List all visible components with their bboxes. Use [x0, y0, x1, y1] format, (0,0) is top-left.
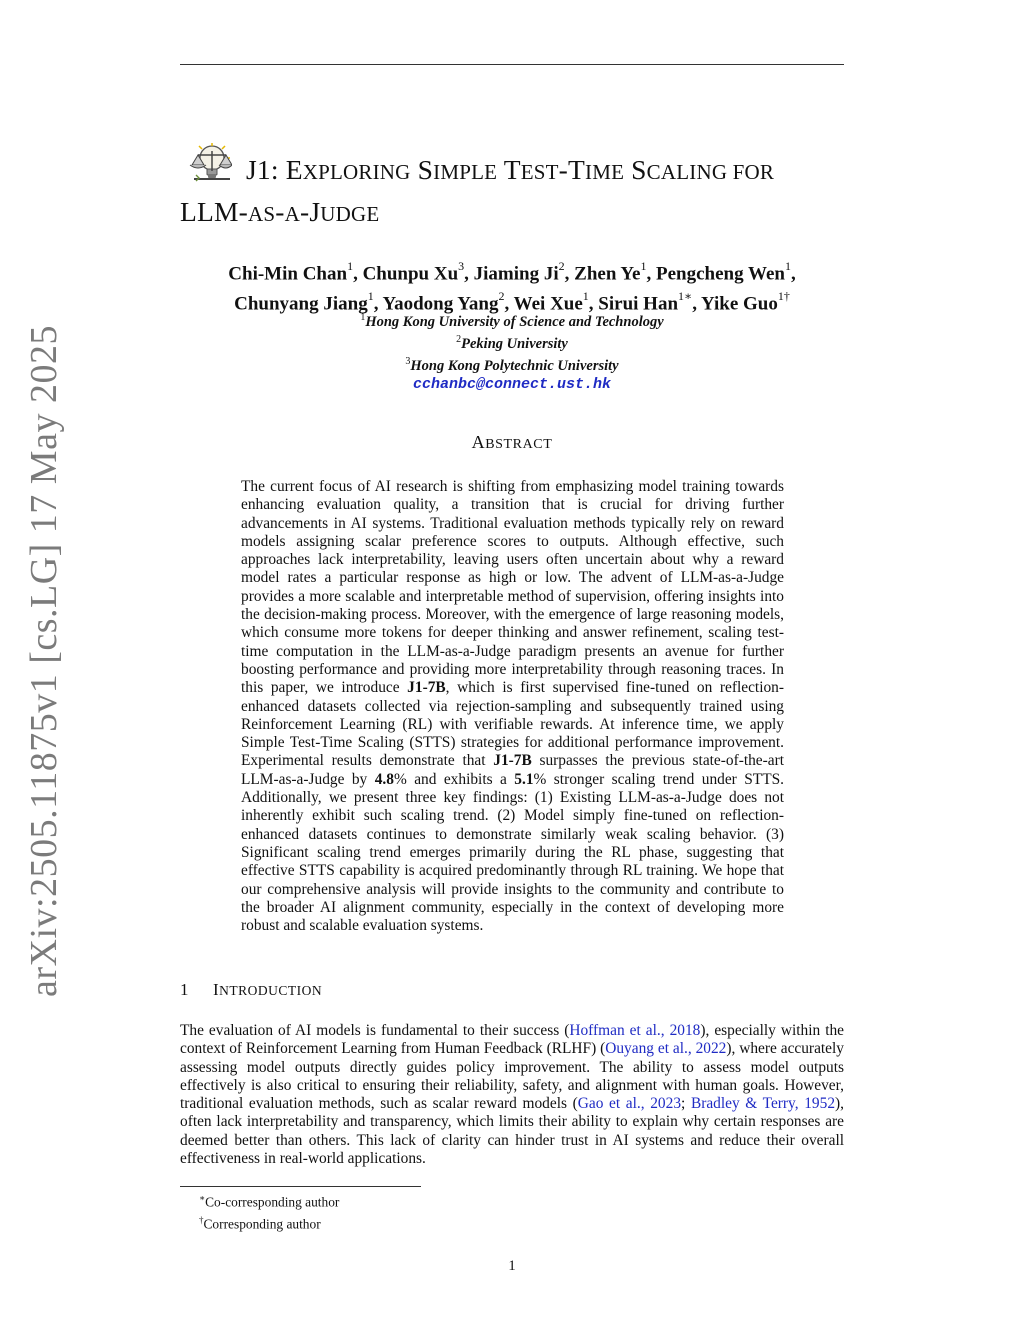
title-segment: CALING — [646, 160, 728, 184]
section-heading-introduction — [180, 980, 322, 1000]
title-segment: S — [410, 154, 434, 185]
contact-email-link[interactable]: cchanbc@connect.ust.hk — [412, 376, 612, 394]
affiliation-name: Hong Kong University of Science and Technology — [365, 313, 664, 330]
abstract-heading — [180, 432, 844, 453]
title-segment: EST — [520, 160, 559, 184]
author-name: Zhen Ye — [574, 263, 641, 285]
bold-text: J1-7B — [407, 679, 446, 697]
author-name: Pengcheng Wen — [655, 263, 785, 285]
title-segment: IME — [585, 160, 625, 184]
affiliation-line — [180, 353, 844, 375]
affiliation-mark: 2 — [456, 333, 462, 345]
author-affiliation-mark: 1 — [367, 289, 374, 304]
text-run: ; — [681, 1095, 691, 1113]
author-affiliation-mark: 2 — [558, 259, 565, 273]
author-name: Yaodong Yang — [382, 293, 499, 315]
author-line-2: Chunyang Jiang$^1$, Yaodong Yang$^2$, Wei Xue$^1$, Sirui Han$^{1∗}$, Yike Guo$^{1\dagger}$ — [234, 289, 790, 315]
footnote — [199, 1211, 339, 1233]
affiliation-list — [180, 309, 844, 393]
title-segment: AS — [248, 202, 276, 226]
title-segment: XPLORING — [302, 160, 411, 184]
paper-title — [180, 150, 860, 234]
title-segment: -T — [558, 154, 585, 185]
footnotes — [199, 1189, 339, 1234]
title-segment: S — [624, 154, 647, 185]
author-affiliation-mark: 1 — [582, 289, 589, 304]
text-run: ), often lack interpretability and transparency, which limits their ability to explain why certain responses are deemed better than others. This lack of clarity can hinder trust in AI systems and reduce their overall effectiveness in real-world applications. — [180, 1095, 844, 1168]
title-segment: FOR — [727, 160, 775, 184]
author-name: Chunyang Jiang — [234, 293, 368, 315]
citation-link[interactable]: Bradley & Terry, 1952 — [690, 1095, 836, 1113]
introduction-paragraph — [180, 1022, 844, 1168]
author-name: Yike Guo — [700, 293, 778, 315]
author-line-1: Chi-Min Chan$^1$, Chunpu Xu$^3$, Jiaming Ji$^2$, Zhen Ye$^1$, Pengcheng Wen$^1$, — [228, 259, 796, 285]
abstract-body — [241, 478, 784, 935]
author-name: Jiaming Ji — [473, 263, 559, 285]
title-segment: -J — [300, 196, 321, 227]
author-affiliation-mark: 1† — [777, 289, 790, 304]
arxiv-identifier[interactable]: arXiv:2505.11875v1 [cs.LG] 17 May 2025 — [23, 325, 65, 997]
title-line-1 — [180, 150, 860, 192]
footnote-mark: † — [199, 1215, 204, 1226]
author-affiliation-mark: 1 — [640, 259, 647, 273]
email-line — [180, 376, 844, 393]
footnote-mark: ∗ — [199, 1193, 206, 1203]
citation-link[interactable]: Hoffman et al., 2018 — [569, 1022, 701, 1039]
section-heading-initial: I — [213, 980, 220, 999]
title-segment: UDGE — [320, 202, 380, 226]
text-run: , which is first supervised fine-tuned on reflection-enhanced datasets collected via rejection-sampling and subsequently trained using Reinforcement Learning (RL) with verifiable rewards. At inference time, we apply Simple Test-Time Scaling (STTS) strategies for additional performance improvement. Experimental results demonstrate that — [241, 679, 785, 770]
footnote-rule — [180, 1186, 421, 1187]
citation-link[interactable]: Gao et al., 2023 — [577, 1095, 682, 1113]
affiliation-mark: 3 — [405, 355, 411, 367]
author-affiliation-mark: 3 — [458, 259, 465, 273]
footnote — [199, 1189, 339, 1211]
affiliation-line — [180, 331, 844, 353]
text-run: ), especially within the context of Reinforcement Learning from Human Feedback (RLHF) ( — [180, 1022, 845, 1058]
title-segment: T — [497, 154, 521, 185]
header-rule — [180, 64, 844, 65]
footnote-text: Corresponding author — [203, 1216, 321, 1232]
author-affiliation-mark: 1∗ — [678, 289, 693, 304]
text-run: The current focus of AI research is shifting from emphasizing model training towards enhancing evaluation quality, a transition that is crucial for driving further advancements in AI systems. Traditional evaluation methods typically rely on reward models assigning scalar preference scores to outputs. Although effective, such approaches lack interpretability, leaving users often uncertain about why a reward model rates a particular response as high or low. The advent of LLM-as-a-Judge provides a more scalable and interpretable method of supervision, offering insights into the decision-making process. Moreover, with the emergence of large reasoning models, which consume more tokens for deeper thinking and answer refinement, scaling test-time computation in the LLM-as-a-Judge paradigm presents an avenue for further boosting performance and providing more interpretability through reasoning traces. In this paper, we introduce — [241, 478, 784, 697]
author-affiliation-mark: 1 — [347, 259, 354, 273]
text-run: surpasses the previous state-of-the-art LLM-as-a-Judge by — [241, 752, 784, 788]
author-affiliation-mark: 1 — [784, 259, 791, 273]
footnote-text: Co-corresponding author — [205, 1194, 340, 1210]
author-name: Wei Xue — [513, 293, 583, 315]
text-run: % stronger scaling trend under STTS. Additionally, we present three key findings: (1) Existing LLM-as-a-Judge does not inherently exhibit such scaling trend. (2) Model simply fine-tuned on reflection-enhanced datasets continues to demonstrate similarly weak scaling behavior. (3) Significant scaling trend emerges primarily during the RL phase, suggesting that effective STTS capability is acquired predominantly through RL training. We hope that our comprehensive analysis will provide insights to the community and contribute to the broader AI alignment community, especially in the context of developing more robust and scalable evaluation systems. — [241, 770, 785, 935]
title-segment: J1: E — [246, 154, 303, 185]
author-name: Chi-Min Chan — [228, 263, 348, 285]
text-run: The evaluation of AI models is fundamental to their success ( — [180, 1022, 570, 1039]
author-name: Sirui Han — [598, 293, 679, 315]
bold-text: J1-7B — [493, 752, 532, 770]
text-run: ), where accurately assessing model outputs directly guides policy improvement. The ability to assess model outputs effectively is also critical to ensuring their reliability, safety, and alignment with human goals. However, traditional evaluation methods, such as scalar reward models ( — [180, 1040, 844, 1113]
affiliation-name: Hong Kong Polytechnic University — [410, 357, 619, 374]
page-number: 1 — [508, 1258, 516, 1274]
section-number: 1 — [180, 980, 189, 999]
affiliation-mark: 1 — [360, 312, 366, 323]
citation-link[interactable]: Ouyang et al., 2022 — [605, 1040, 727, 1058]
text-run: % and exhibits a — [393, 770, 515, 788]
author-name: Chunpu Xu — [362, 263, 459, 285]
title-segment: LLM- — [180, 196, 249, 227]
title-segment: A — [284, 202, 300, 226]
affiliation-name: Peking University — [461, 335, 568, 352]
author-affiliation-mark: 2 — [498, 289, 505, 304]
abstract-heading-initial: A — [471, 432, 486, 452]
bold-text: 5.1 — [514, 770, 534, 788]
bold-text: 4.8 — [374, 770, 394, 788]
author-list — [180, 256, 844, 317]
section-heading-rest: NTRODUCTION — [219, 983, 323, 998]
title-segment: IMPLE — [433, 160, 498, 184]
affiliation-line — [180, 309, 844, 331]
title-line-2 — [180, 192, 860, 234]
abstract-heading-rest: BSTRACT — [485, 437, 553, 452]
title-segment: - — [275, 196, 285, 227]
